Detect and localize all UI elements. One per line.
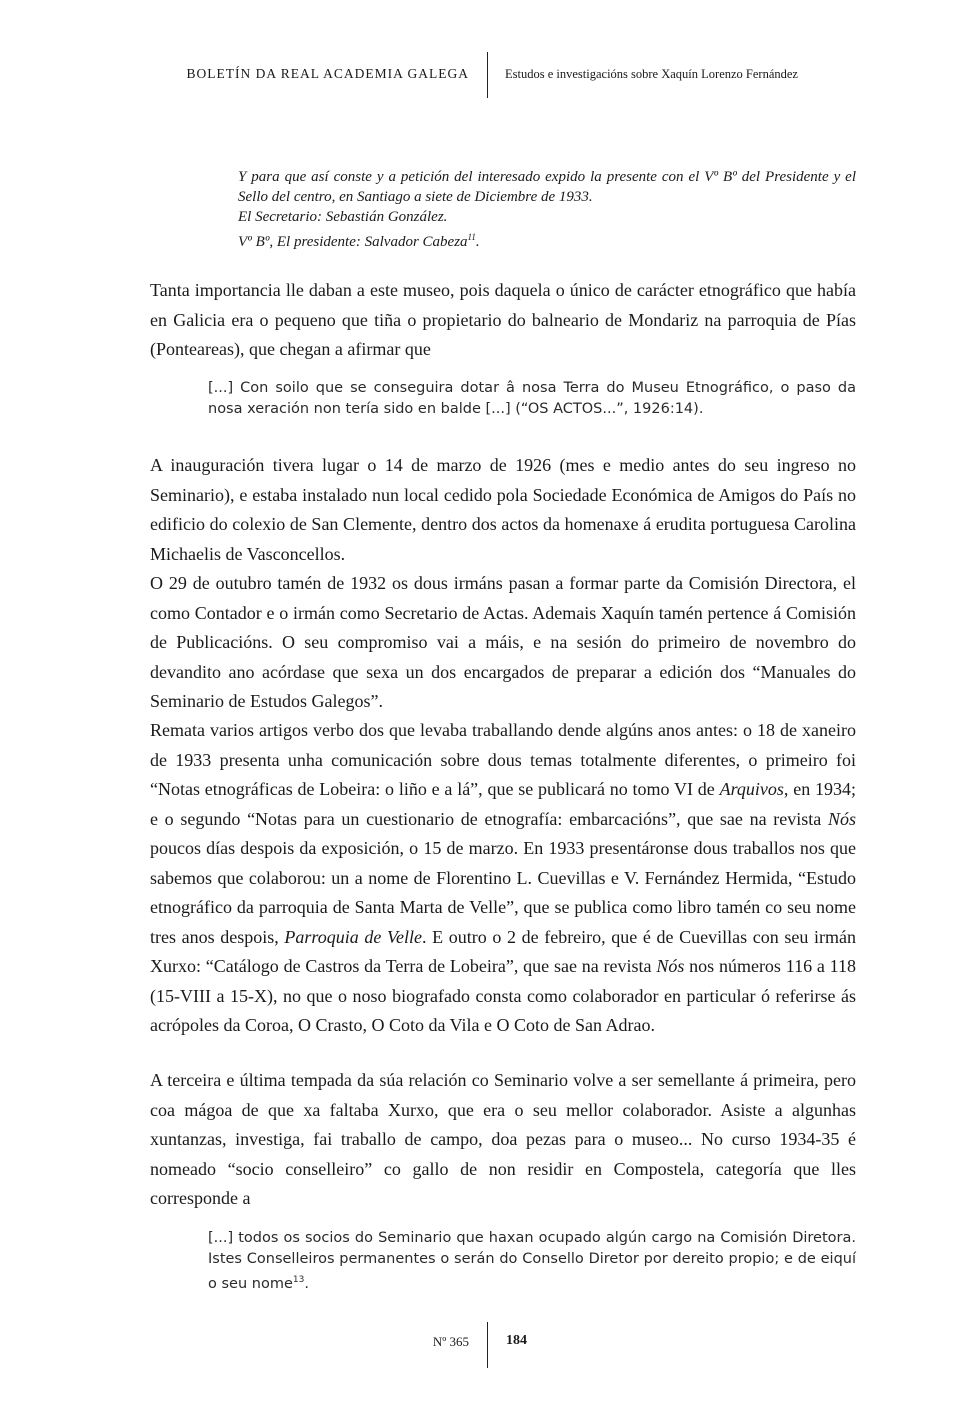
page-number: 184 (506, 1333, 527, 1348)
section-title: Estudos e investigacións sobre Xaquín Lorenzo Fernández (505, 67, 798, 81)
title-parroquia-velle: Parroquia de Velle (284, 926, 422, 947)
title-nos-2: Nós (656, 956, 685, 976)
header-divider (487, 52, 488, 98)
journal-title: BOLETÍN DA REAL ACADEMIA GALEGA (186, 66, 469, 81)
certificate-president: Vº Bº, El presidente: Salvador Cabeza$^{11}$. (238, 232, 480, 250)
block-quote-socios: [...] todos os socios do Seminario que haxan ocupado algún cargo na Comisión Diretora. Istes Conselleiros permanentes o serán do Consello Diretor por dereito propio; e de eiquí o seu nome$^{13}$. (208, 1230, 856, 1292)
title-arquivos: Arquivos (719, 779, 784, 799)
paragraph-museum-importance: Tanta importancia lle daban a este museo, pois daquela o único de carácter etnográfico que había en Galicia era o pequeno que tiña o propietario do balneario de Mondariz na parroquia de Pías (Ponteareas), que chegan a afirmar que (150, 280, 856, 359)
issue-number: Nº 365 (432, 1334, 469, 1349)
footnote-ref: 11 (467, 232, 476, 242)
certificate-secretary: El Secretario: Sebastián González. (238, 209, 448, 225)
certificate-text: Y para que así conste y a petición del interesado expido la presente con el Vº Bº del Presidente y el Sello del centro, en Santiago a siete de Diciembre de 1933. (238, 169, 856, 205)
paragraph-inauguration: A inauguración tivera lugar o 14 de marzo de 1926 (mes e medio antes do seu ingreso no Seminario), e estaba instalado nun local cedido pola Sociedade Económica de Amigos do País no edificio do colexio de San Clemente, dentro dos actos da homenaxe á erudita portuguesa Carolina Michaelis de Vasconcellos. (150, 455, 856, 564)
running-header (0, 52, 975, 100)
paragraph-third-season: A terceira e última tempada da súa relación co Seminario volve a ser semellante á primeira, pero coa mágoa de que xa faltaba Xurxo, que era o seu mellor colaborador. Asiste a algunhas xuntanzas, investiga, fai traballo de campo, doa pezas para o museo... No curso 1934-35 é nomeado “socio conselleiro” co gallo de non residir en Compostela, categoría que lles corresponde a (150, 1070, 856, 1208)
paragraph-articles: Remata varios artigos verbo dos que levaba traballando dende algúns anos antes: o 18 de xaneiro de 1933 presenta unha comunicación sobre dous temas totalmente diferentes, o primeiro foi “Notas etnográficas de Lobeira: o liño e a lá”, que se publicará no tomo VI de Arquivos, en 1934; e o segundo “Notas para un cuestionario de etnografía: embarcacións”, que sae na revista Nós poucos días despois da exposición, o 15 de marzo. En 1933 presentáronse dous traballos nos que sabemos que colaborou: un a nome de Florentino L. Cuevillas e V. Fernández Hermida, “Estudo etnográfico da parroquia de Santa Marta de Velle”, que se publica como libro tamén co seu nome tres anos despois, Parroquia de Velle. E outro o 2 de febreiro, que é de Cuevillas con seu irmán Xurxo: “Catálogo de Castros da Terra de Lobeira”, que sae na revista Nós nos números 116 a 118 (15-VIII a 15-X), no que o noso biografado consta como colaborador en particular ó referirse ás acrópoles da Coroa, O Crasto, O Coto da Vila e O Coto de San Adrao. (150, 720, 857, 1035)
block-quote-actos: [...] Con soilo que se conseguira dotar â nosa Terra do Museu Etnográfico, o paso da nosa xeración non tería sido en balde [...] (“OS ACTOS...”, 1926:14). (208, 380, 856, 417)
page-footer (0, 1322, 975, 1368)
footnote-ref-13: 13 (292, 1275, 305, 1285)
paragraph-commission: O 29 de outubro tamén de 1932 os dous irmáns pasan a formar parte da Comisión Directora, el como Contador e o irmán como Secretario de Actas. Ademais Xaquín tamén pertence á Comisión de Publicacións. O seu compromiso vai a máis, e na sesión do primeiro de novembro do devandito ano acórdase que sexa un dos encargados de preparar a edición dos “Manuales do Seminario de Estudos Galegos”. (150, 573, 856, 711)
certificate-quote (238, 167, 856, 252)
footer-divider (487, 1322, 488, 1368)
title-nos: Nós (827, 808, 856, 829)
